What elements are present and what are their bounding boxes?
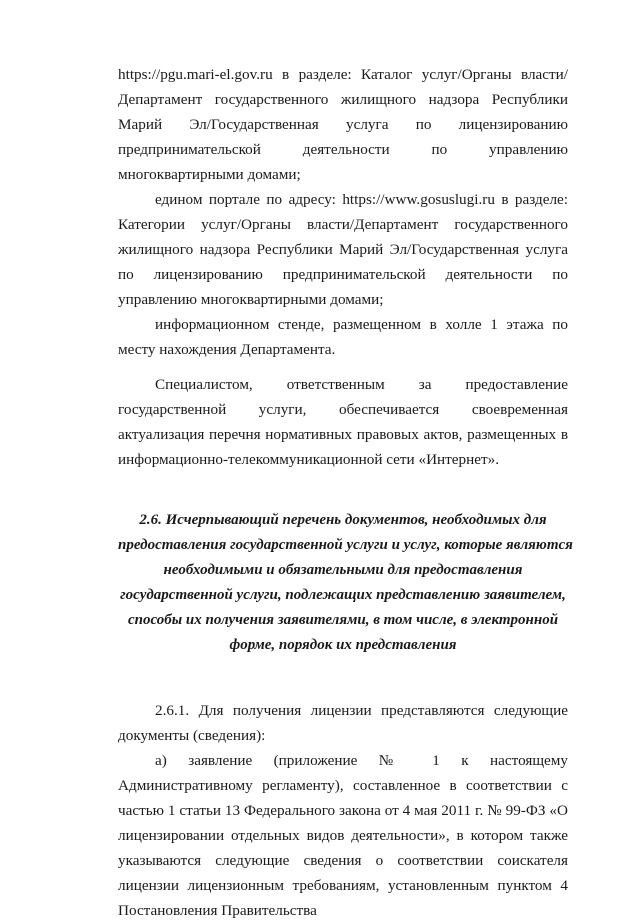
paragraph-specialist: Специалистом, ответственным за предоставление государственной услуги, обеспечивается своевременная актуализация перечня нормативных правовых актов, размещенных в информационно-телекоммуникационной сети «Интернет». (118, 376, 568, 468)
heading-line: способы их получения заявителями, в том числе, в электронной (127, 612, 559, 628)
section-heading-2-6 (118, 508, 573, 658)
paragraph-2-6-1: 2.6.1. Для получения лицензии представляются следующие документы (сведения): (118, 702, 568, 744)
paragraph-gosuslugi-link: едином портале по адресу: https://www.gosuslugi.ru в разделе: Категории услуг/Органы власти/Департамент государственного жилищного надзора Республики Марий Эл/Государственная услуга по лицензированию предпринимательской деятельности по управлению многоквартирными домами; (118, 191, 568, 308)
heading-line: необходимыми и обязательными для предоставления (163, 562, 523, 578)
heading-line: предоставления государственной услуги и услуг, которые являются (118, 537, 573, 553)
paragraph-info-stand: информационном стенде, размещенном в холле 1 этажа по месту нахождения Департамента. (118, 316, 568, 358)
paragraph-pgu-link: https://pgu.mari-el.gov.ru в разделе: Каталог услуг/Органы власти/Департамент государственного жилищного надзора Республики Марий Эл/Государственная услуга по лицензированию предпринимательской деятельности по управлению многоквартирными домами; (118, 66, 568, 183)
heading-line: форме, порядок их представления (229, 637, 457, 653)
paragraph-item-a: а) заявление (приложение № 1 к настоящему Административному регламенту), составленное в соответствии с частью 1 статьи 13 Федерального закона от 4 мая 2011 г. № 99-ФЗ «О лицензировании отдельных видов деятельности», в котором также указываются следующие сведения о соответствии соискателя лицензии лицензионным требованиям, установленным пунктом 4 Постановления Правительства (118, 752, 568, 919)
heading-line: 2.6. Исчерпывающий перечень документов, необходимых для (139, 512, 547, 528)
heading-line: государственной услуги, подлежащих представлению заявителем, (120, 587, 566, 603)
